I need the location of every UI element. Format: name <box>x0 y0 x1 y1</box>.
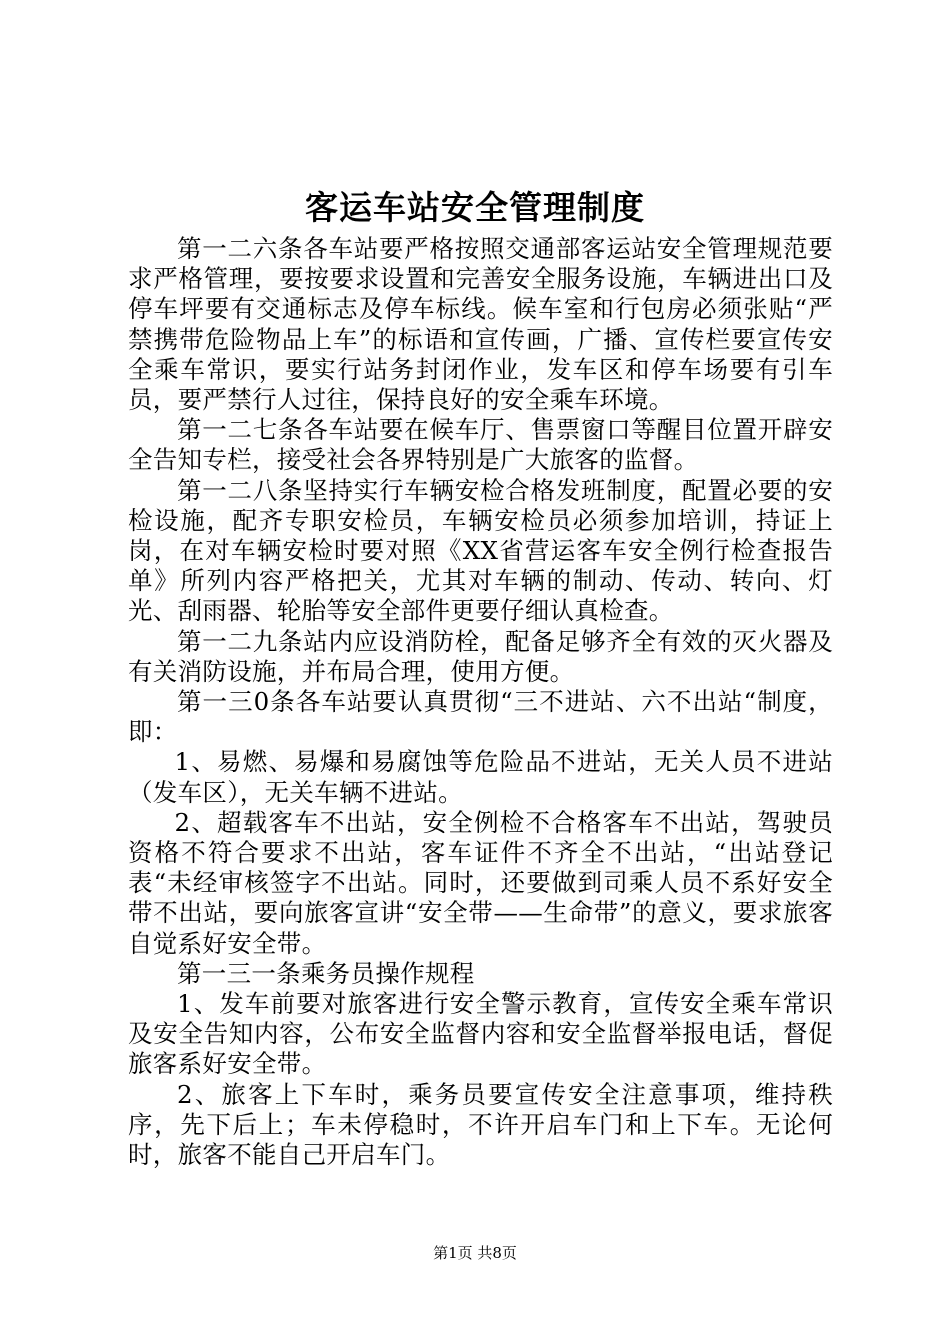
paragraph-article-130-item-1: 1、易燃、易爆和易腐蚀等危险品不进站，无关人员不进站（发车区），无关车辆不进站。 <box>128 747 833 807</box>
paragraph-article-128: 第一二八条坚持实行车辆安检合格发班制度，配置必要的安检设施，配齐专职安检员，车辆安检员必须参加培训，持证上岗，在对车辆安检时要对照《XX省营运客车安全例行检查报告单》所列内容严格把关，尤其对车辆的制动、传动、转向、灯光、刮雨器、轮胎等安全部件更要仔细认真检查。 <box>128 475 833 626</box>
paragraph-article-131-item-2: 2、旅客上下车时，乘务员要宣传安全注意事项，维持秩序，先下后上；车未停稳时，不许开启车门和上下车。无论何时，旅客不能自己开启车门。 <box>128 1079 833 1170</box>
document-body <box>128 234 833 1170</box>
paragraph-article-130: 第一三0条各车站要认真贯彻“三不进站、六不出站“制度，即： <box>128 687 833 747</box>
page-number-footer: 第1页 共8页 <box>433 1244 517 1262</box>
paragraph-article-126: 第一二六条各车站要严格按照交通部客运站安全管理规范要求严格管理，要按要求设置和完善安全服务设施，车辆进出口及停车坪要有交通标志及停车标线。候车室和行包房必须张贴“严禁携带危险物品上车”的标语和宣传画，广播、宣传栏要宣传安全乘车常识，要实行站务封闭作业，发车区和停车场要有引车员，要严禁行人过往，保持良好的安全乘车环境。 <box>128 234 834 415</box>
paragraph-article-131-item-1: 1、发车前要对旅客进行安全警示教育，宣传安全乘车常识及安全告知内容，公布安全监督内容和安全监督举报电话，督促旅客系好安全带。 <box>128 989 833 1079</box>
paragraph-article-127: 第一二七条各车站要在候车厅、售票窗口等醒目位置开辟安全告知专栏，接受社会各界特别是广大旅客的监督。 <box>128 415 833 475</box>
paragraph-article-129: 第一二九条站内应设消防栓，配备足够齐全有效的灭火器及有关消防设施，并布局合理，使用方便。 <box>128 626 833 686</box>
paragraph-article-130-item-2: 2、超载客车不出站，安全例检不合格客车不出站，驾驶员资格不符合要求不出站，客车证件不齐全不出站，“出站登记表“未经审核签字不出站。同时，还要做到司乘人员不系好安全带不出站，要向旅客宣讲“安全带——生命带”的意义，要求旅客自觉系好安全带。 <box>128 807 834 958</box>
document-title: 客运车站安全管理制度 <box>305 188 645 227</box>
paragraph-article-131-heading: 第一三一条乘务员操作规程 <box>177 958 475 988</box>
